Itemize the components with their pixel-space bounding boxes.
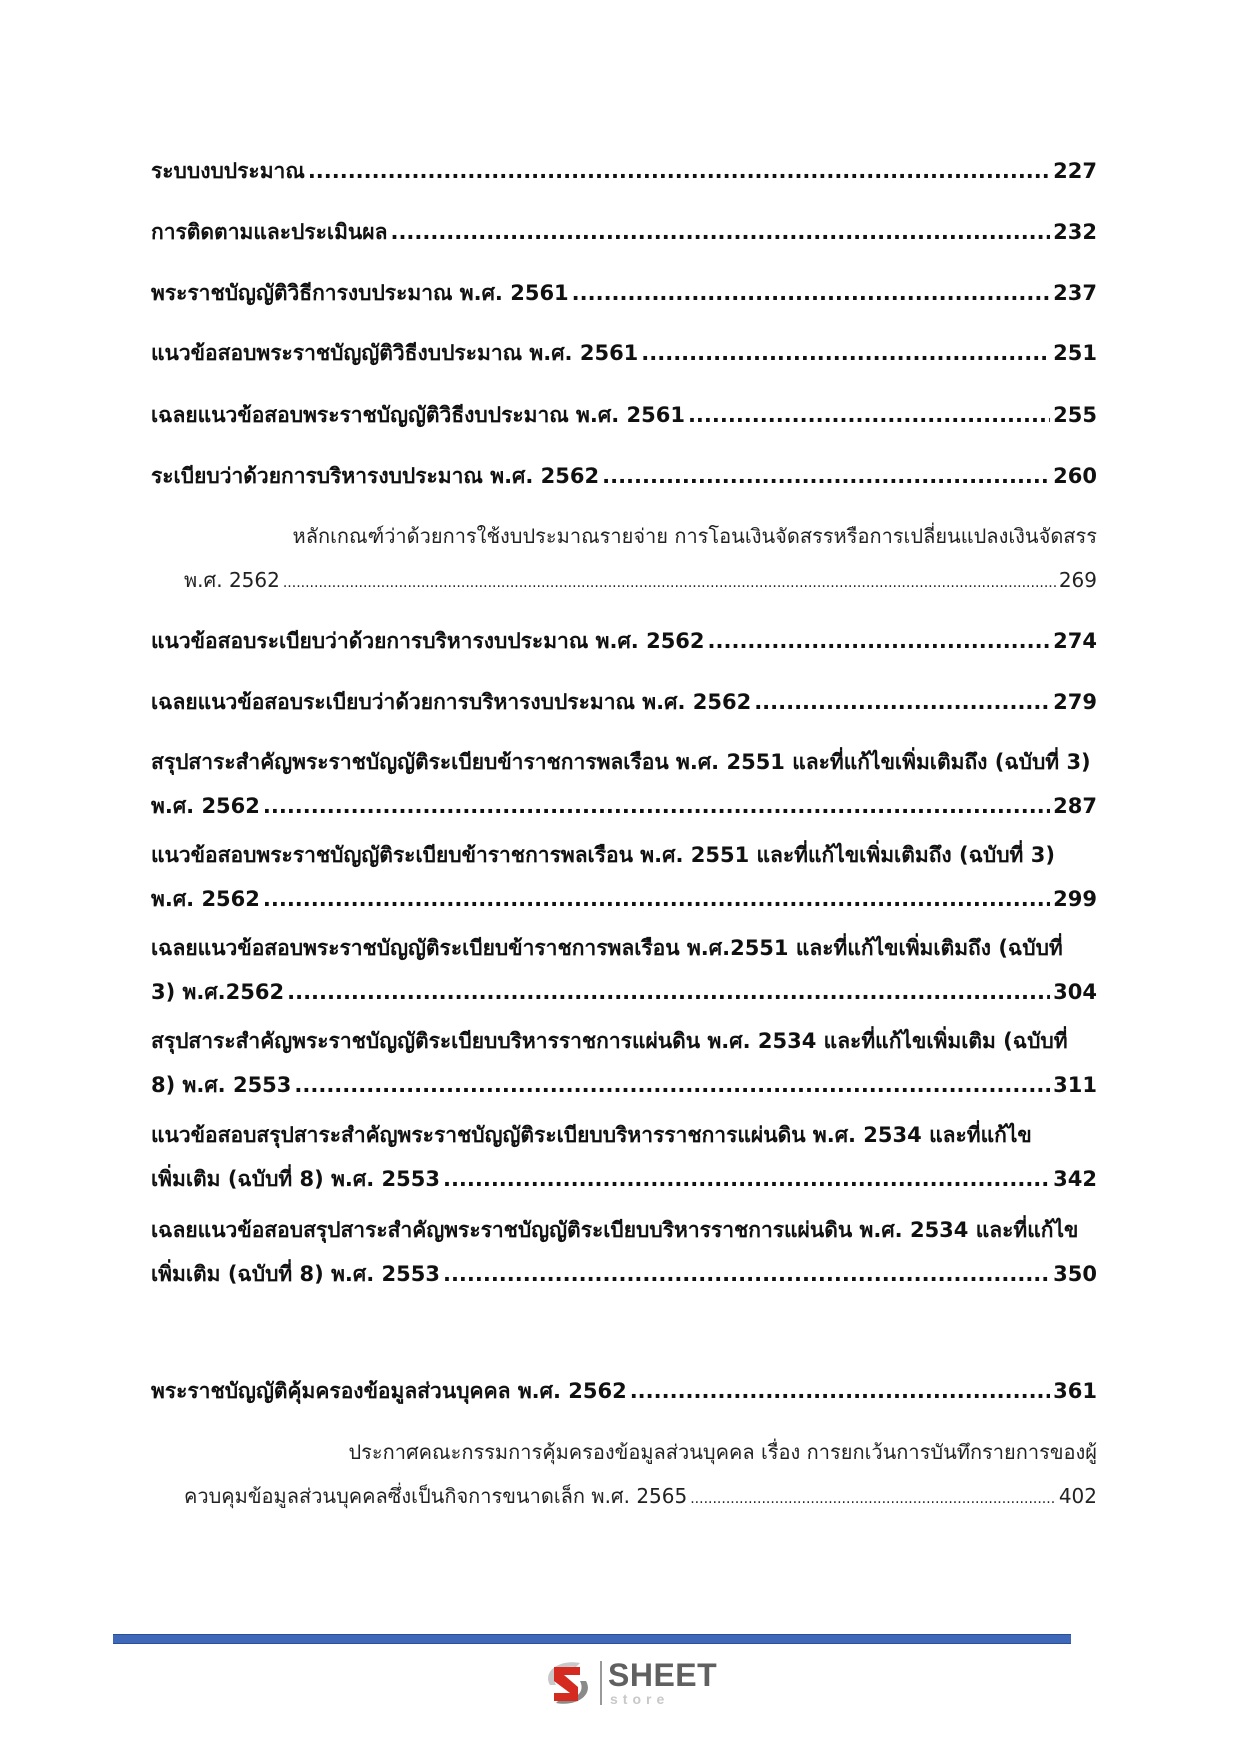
toc-entry-title: การติดตามและประเมินผล (151, 220, 388, 244)
toc-entry[interactable] (151, 1162, 1097, 1196)
toc-entry-line[interactable] (274, 1435, 1097, 1469)
toc-page-number: 237 (1053, 281, 1097, 305)
toc-page-number: 255 (1053, 403, 1097, 427)
toc-entry[interactable] (151, 276, 1097, 310)
toc-entry-title: 3) พ.ศ.2562 (151, 980, 285, 1004)
toc-entry[interactable] (151, 336, 1097, 370)
toc-page-number: 342 (1053, 1167, 1097, 1191)
toc-entry-line[interactable] (151, 1118, 1097, 1152)
toc-page-number: 227 (1053, 159, 1097, 183)
toc-entry-line[interactable] (274, 519, 1097, 553)
toc-entry-line[interactable] (151, 931, 1097, 965)
toc-entry-title: สรุปสาระสำคัญพระราชบัญญัติระเบียบบริหารราชการแผ่นดิน พ.ศ. 2534 และที่แก้ไขเพิ่มเติม (ฉบับที่ (151, 1029, 1068, 1053)
dot-leader (641, 336, 1050, 370)
dot-leader (283, 563, 1056, 600)
dot-leader (690, 1479, 1056, 1516)
toc-entry-title: แนวข้อสอบพระราชบัญญัติวิธีงบประมาณ พ.ศ. 2561 (151, 341, 639, 365)
toc-page-number: 287 (1053, 794, 1097, 818)
dot-leader (390, 215, 1050, 249)
dot-leader (308, 154, 1050, 188)
toc-page-number: 361 (1053, 1379, 1097, 1403)
toc-entry-title: พ.ศ. 2562 (151, 887, 260, 911)
toc-entry[interactable] (151, 882, 1097, 916)
toc-entry-line[interactable] (151, 1024, 1097, 1058)
toc-entry-title: เฉลยแนวข้อสอบพระราชบัญญัติวิธีงบประมาณ พ.ศ. 2561 (151, 403, 685, 427)
dot-leader (754, 685, 1050, 719)
toc-entry-title: แนวข้อสอบสรุปสาระสำคัญพระราชบัญญัติระเบียบบริหารราชการแผ่นดิน พ.ศ. 2534 และที่แก้ไข (151, 1123, 1032, 1147)
logo-subtitle: store (610, 1691, 670, 1707)
toc-page-number: 251 (1053, 341, 1097, 365)
toc-entry[interactable] (151, 1257, 1097, 1291)
toc-entry-title: พ.ศ. 2562 (151, 794, 260, 818)
toc-entry-title: 8) พ.ศ. 2553 (151, 1073, 292, 1097)
toc-entry[interactable] (184, 563, 1097, 597)
dot-leader (443, 1257, 1050, 1291)
toc-page-number: 350 (1053, 1262, 1097, 1286)
toc-entry-title: เฉลยแนวข้อสอบระเบียบว่าด้วยการบริหารงบประมาณ พ.ศ. 2562 (151, 690, 752, 714)
toc-entry-title: หลักเกณฑ์ว่าด้วยการใช้งบประมาณรายจ่าย การโอนเงินจัดสรรหรือการเปลี่ยนแปลงเงินจัดสรร (292, 524, 1097, 548)
toc-page-number: 274 (1053, 629, 1097, 653)
toc-entry-title: แนวข้อสอบระเบียบว่าด้วยการบริหารงบประมาณ พ.ศ. 2562 (151, 629, 705, 653)
toc-page-number: 269 (1058, 568, 1097, 592)
toc-entry-title: สรุปสาระสำคัญพระราชบัญญัติระเบียบข้าราชการพลเรือน พ.ศ. 2551 และที่แก้ไขเพิ่มเติมถึง (ฉบับที่ 3) (151, 750, 1091, 774)
toc-page-number: 311 (1053, 1073, 1097, 1097)
toc-entry[interactable] (151, 215, 1097, 249)
toc-entry[interactable] (151, 1374, 1097, 1408)
toc-entry-title: พระราชบัญญัติวิธีการงบประมาณ พ.ศ. 2561 (151, 281, 569, 305)
toc-entry-title: ระบบงบประมาณ (151, 159, 305, 183)
footer-rule (113, 1634, 1071, 1644)
toc-entry[interactable] (151, 789, 1097, 823)
dot-leader (630, 1374, 1050, 1408)
toc-entry[interactable] (151, 459, 1097, 493)
toc-page-number: 299 (1053, 887, 1097, 911)
toc-entry-line[interactable] (151, 838, 1097, 872)
toc-entry-title: เฉลยแนวข้อสอบสรุปสาระสำคัญพระราชบัญญัติระเบียบบริหารราชการแผ่นดิน พ.ศ. 2534 และที่แก้ไข (151, 1218, 1079, 1242)
toc-entry-line[interactable] (151, 1213, 1097, 1247)
toc-entry-line[interactable] (151, 745, 1097, 779)
toc-entry[interactable] (151, 624, 1097, 658)
toc-entry[interactable] (151, 154, 1097, 188)
dot-leader (287, 975, 1050, 1009)
toc-entry[interactable] (184, 1479, 1097, 1513)
toc-entry[interactable] (151, 398, 1097, 432)
toc-entry[interactable] (151, 975, 1097, 1009)
toc-entry-title: ประกาศคณะกรรมการคุ้มครองข้อมูลส่วนบุคคล เรื่อง การยกเว้นการบันทึกรายการของผู้ (348, 1440, 1097, 1464)
toc-page-number: 304 (1053, 980, 1097, 1004)
toc-entry-title: พ.ศ. 2562 (184, 568, 280, 592)
toc-page-number: 260 (1053, 464, 1097, 488)
toc-entry-title: ควบคุมข้อมูลส่วนบุคคลซึ่งเป็นกิจการขนาดเล็ก พ.ศ. 2565 (184, 1484, 688, 1508)
toc-entry-title: แนวข้อสอบพระราชบัญญัติระเบียบข้าราชการพลเรือน พ.ศ. 2551 และที่แก้ไขเพิ่มเติมถึง (ฉบับที่ 3) (151, 843, 1055, 867)
toc-entry-title: ระเบียบว่าด้วยการบริหารงบประมาณ พ.ศ. 2562 (151, 464, 600, 488)
toc-entry-title: เพิ่มเติม (ฉบับที่ 8) พ.ศ. 2553 (151, 1262, 440, 1286)
toc-page-number: 279 (1053, 690, 1097, 714)
logo-s-icon (540, 1655, 596, 1711)
dot-leader (572, 276, 1050, 310)
dot-leader (443, 1162, 1050, 1196)
dot-leader (263, 882, 1050, 916)
dot-leader (263, 789, 1050, 823)
toc-entry-title: เฉลยแนวข้อสอบพระราชบัญญัติระเบียบข้าราชการพลเรือน พ.ศ.2551 และที่แก้ไขเพิ่มเติมถึง (ฉบับที่ (151, 936, 1063, 960)
logo-divider (600, 1661, 602, 1705)
toc-page-number: 232 (1053, 220, 1097, 244)
toc-entry-title: เพิ่มเติม (ฉบับที่ 8) พ.ศ. 2553 (151, 1167, 440, 1191)
sheet-store-logo (540, 1655, 720, 1715)
dot-leader (602, 459, 1050, 493)
logo-wordmark: SHEET (608, 1657, 718, 1693)
dot-leader (688, 398, 1050, 432)
toc-entry-title: พระราชบัญญัติคุ้มครองข้อมูลส่วนบุคคล พ.ศ. 2562 (151, 1379, 627, 1403)
dot-leader (708, 624, 1051, 658)
dot-leader (294, 1068, 1050, 1102)
toc-page-number: 402 (1058, 1484, 1097, 1508)
toc-entry[interactable] (151, 1068, 1097, 1102)
toc-entry[interactable] (151, 685, 1097, 719)
